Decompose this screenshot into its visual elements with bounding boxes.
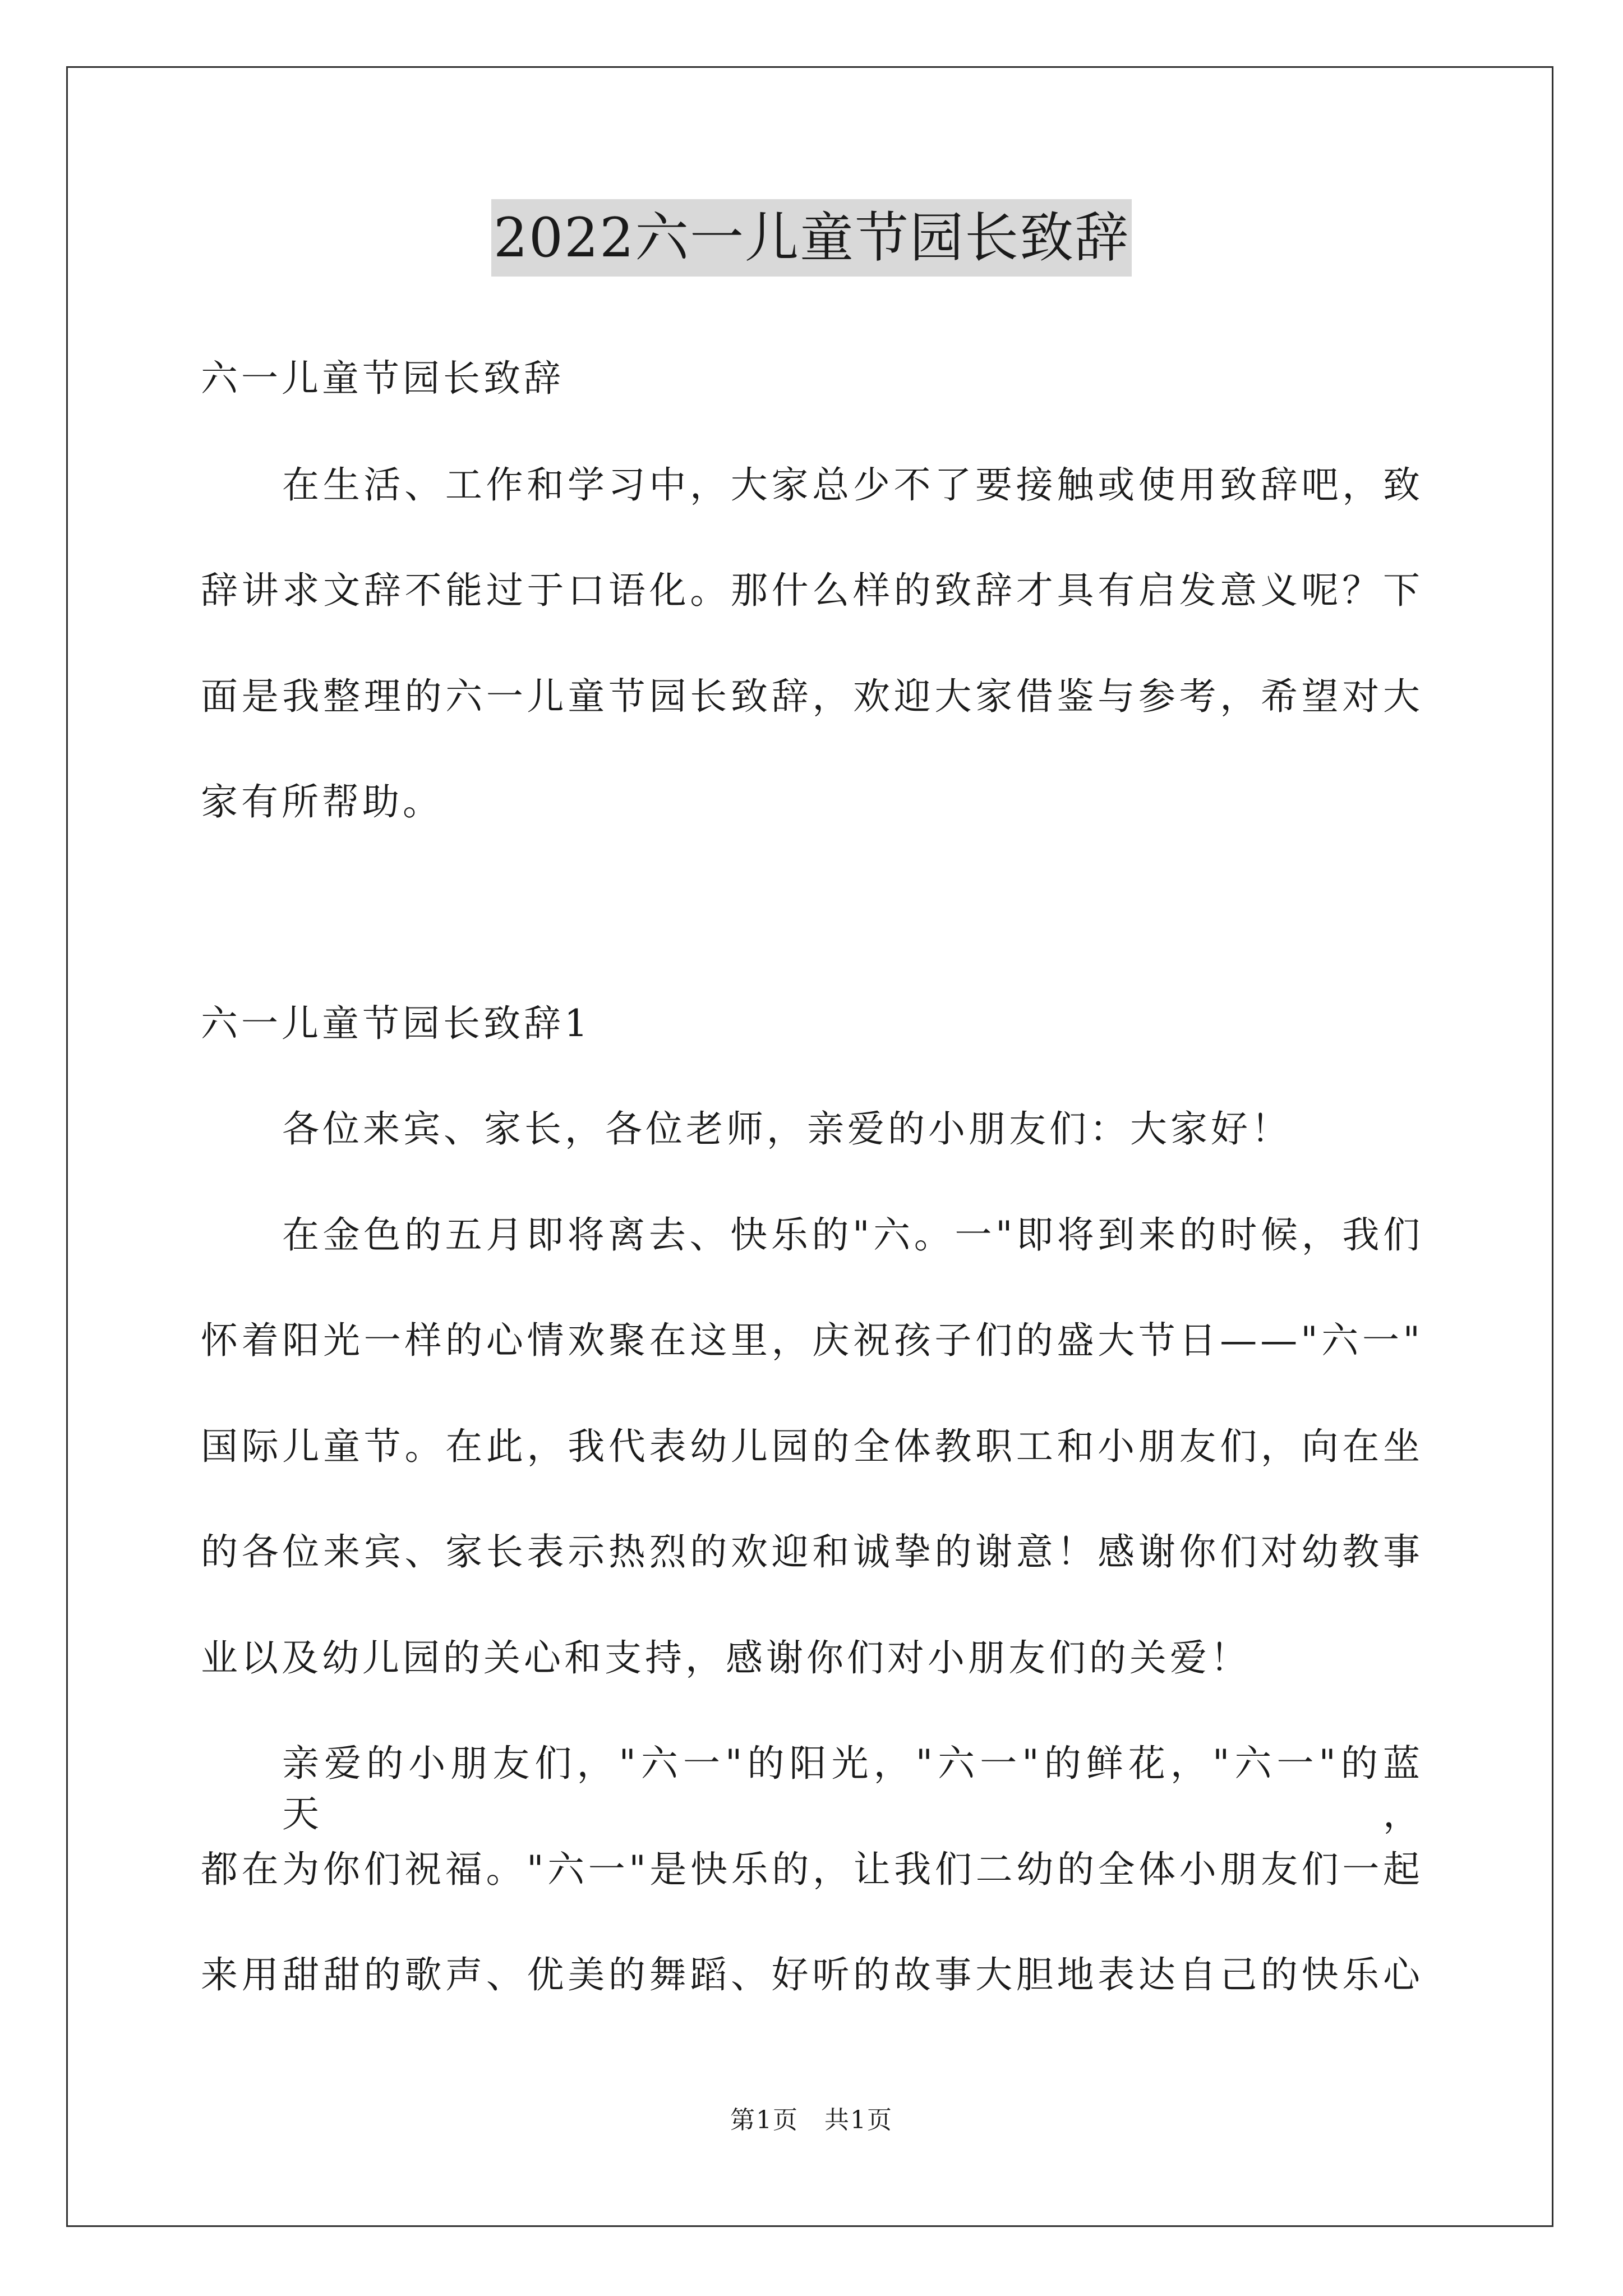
section-heading: 六一儿童节园长致辞1 [201,1002,591,1045]
paragraph-line: 在生活、工作和学习中，大家总少不了要接触或使用致辞吧，致 [282,463,1423,507]
paragraph-line: 在金色的五月即将离去、快乐的"六。一"即将到来的时候，我们 [282,1213,1423,1257]
intro-heading: 六一儿童节园长致辞 [201,357,564,400]
paragraph-line: 业以及幼儿园的关心和支持，感谢你们对小朋友们的关爱！ [201,1636,1251,1680]
greeting-line: 各位来宾、家长，各位老师，亲爱的小朋友们：大家好！ [282,1107,1292,1151]
paragraph-line: 来用甜甜的歌声、优美的舞蹈、好听的故事大胆地表达自己的快乐心 [201,1953,1423,1996]
paragraph-line: 都在为你们祝福。"六一"是快乐的，让我们二幼的全体小朋友们一起 [201,1848,1423,1891]
paragraph-line: 怀着阳光一样的心情欢聚在这里，庆祝孩子们的盛大节日——"六一" [201,1319,1423,1362]
paragraph-line: 家有所帮助。 [201,780,443,823]
paragraph-line: 国际儿童节。在此，我代表幼儿园的全体教职工和小朋友们，向在坐 [201,1425,1423,1468]
paragraph-line: 亲爱的小朋友们，"六一"的阳光，"六一"的鲜花，"六一"的蓝天， [282,1742,1423,1835]
paragraph-line: 辞讲求文辞不能过于口语化。那什么样的致辞才具有启发意义呢？下 [201,569,1423,612]
paragraph-line: 面是我整理的六一儿童节园长致辞，欢迎大家借鉴与参考，希望对大 [201,675,1423,718]
page-footer: 第1页 共1页 [730,2106,893,2134]
title-container [0,199,1623,277]
paragraph-line: 的各位来宾、家长表示热烈的欢迎和诚挚的谢意！感谢你们对幼教事 [201,1530,1423,1573]
document-title: 2022六一儿童节园长致辞 [491,199,1132,277]
